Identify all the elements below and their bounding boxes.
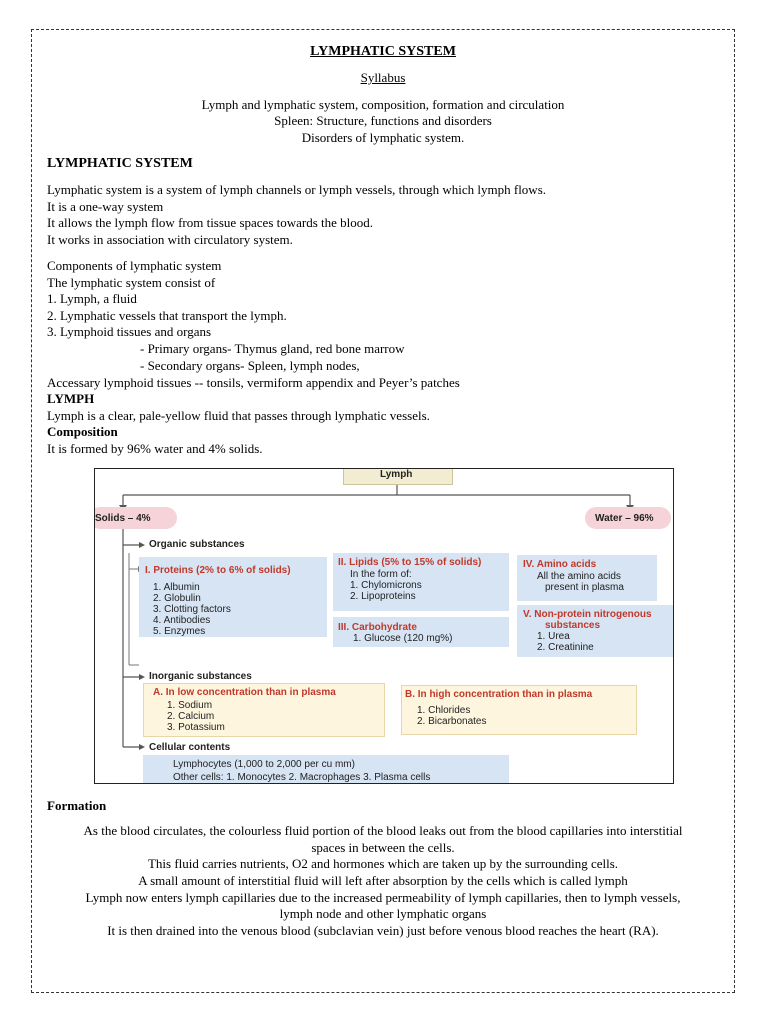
- formation-line: A small amount of interstitial fluid will left after absorption by the cells which is called lymph: [138, 873, 628, 888]
- high-concentration-title: B. In high concentration than in plasma: [405, 689, 593, 700]
- lipid-item: In the form of:: [350, 569, 412, 580]
- formation-line: As the blood circulates, the colourless fluid portion of the blood leaks out from the blood capillaries into interstitial: [83, 823, 683, 838]
- inorganic-label: Inorganic substances: [149, 671, 252, 682]
- protein-item: 4. Antibodies: [153, 615, 211, 626]
- page-title: LYMPHATIC SYSTEM: [310, 44, 456, 59]
- amino-acids-title: IV. Amino acids: [523, 559, 597, 570]
- body-line: Lymphatic system is a system of lymph channels or lymph vessels, through which lymph flows.: [47, 182, 547, 197]
- lymph-composition-diagram: [94, 468, 674, 784]
- composition-heading: Composition: [47, 424, 118, 439]
- lymph-root-label: Lymph: [380, 469, 413, 480]
- low-conc-item: 1. Sodium: [167, 700, 213, 711]
- high-conc-item: 1. Chlorides: [417, 705, 471, 716]
- lipids-title: II. Lipids (5% to 15% of solids): [338, 557, 482, 568]
- lipid-item: 2. Lipoproteins: [350, 591, 416, 602]
- organic-label: Organic substances: [149, 539, 245, 550]
- formation-heading: Formation: [47, 798, 107, 813]
- list-item: 3. Lymphoid tissues and organs: [47, 324, 212, 339]
- formation-line: lymph node and other lymphatic organs: [279, 906, 487, 921]
- section-heading: LYMPHATIC SYSTEM: [47, 156, 193, 171]
- amino-item: All the amino acids: [537, 571, 621, 582]
- list-item: 1. Lymph, a fluid: [47, 291, 137, 306]
- sub-list-item: - Primary organs- Thymus gland, red bone marrow: [140, 341, 405, 356]
- components-heading: Components of lymphatic system: [47, 258, 222, 273]
- body-line: Accessary lymphoid tissues -- tonsils, vermiform appendix and Peyer’s patches: [47, 375, 460, 390]
- syllabus-label: Syllabus: [360, 70, 406, 85]
- protein-item: 3. Clotting factors: [153, 604, 231, 615]
- body-line: It works in association with circulatory system.: [47, 232, 293, 247]
- carbohydrate-item: 1. Glucose (120 mg%): [353, 633, 453, 644]
- formation-line: Lymph now enters lymph capillaries due to the increased permeability of lymph capillaries, then to lymph vessels,: [85, 890, 681, 905]
- protein-item: 2. Globulin: [153, 593, 201, 604]
- body-line: It is formed by 96% water and 4% solids.: [47, 441, 263, 456]
- syllabus-line: Spleen: Structure, functions and disorders: [274, 113, 492, 128]
- npn-title: V. Non-protein nitrogenous: [523, 609, 652, 620]
- high-conc-item: 2. Bicarbonates: [417, 716, 487, 727]
- cells-line: Lymphocytes (1,000 to 2,000 per cu mm): [173, 759, 355, 770]
- protein-item: 5. Enzymes: [153, 626, 206, 637]
- body-line: The lymphatic system consist of: [47, 275, 216, 290]
- water-label: Water – 96%: [595, 513, 654, 524]
- cellular-label: Cellular contents: [149, 742, 231, 753]
- formation-line: spaces in between the cells.: [311, 840, 455, 855]
- lipid-item: 1. Chylomicrons: [350, 580, 422, 591]
- npn-item: 2. Creatinine: [537, 642, 594, 653]
- lymph-heading: LYMPH: [47, 391, 95, 406]
- cells-line: Other cells: 1. Monocytes 2. Macrophages 3. Plasma cells: [173, 772, 431, 783]
- amino-item: present in plasma: [545, 582, 624, 593]
- body-line: Lymph is a clear, pale-yellow fluid that passes through lymphatic vessels.: [47, 408, 430, 423]
- low-concentration-title: A. In low concentration than in plasma: [153, 687, 336, 698]
- low-conc-item: 2. Calcium: [167, 711, 215, 722]
- npn-title: substances: [545, 620, 601, 631]
- sub-list-item: - Secondary organs- Spleen, lymph nodes,: [140, 358, 360, 373]
- proteins-title: I. Proteins (2% to 6% of solids): [145, 565, 291, 576]
- formation-line: It is then drained into the venous blood (subclavian vein) just before venous blood reaches the heart (RA).: [107, 923, 659, 938]
- npn-item: 1. Urea: [537, 631, 570, 642]
- solids-label: Solids – 4%: [95, 513, 151, 524]
- body-line: It allows the lymph flow from tissue spaces towards the blood.: [47, 215, 374, 230]
- low-conc-item: 3. Potassium: [167, 722, 225, 733]
- carbohydrate-title: III. Carbohydrate: [338, 622, 417, 633]
- syllabus-line: Disorders of lymphatic system.: [301, 130, 465, 145]
- syllabus-line: Lymph and lymphatic system, composition, formation and circulation: [201, 97, 565, 112]
- protein-item: 1. Albumin: [153, 582, 200, 593]
- list-item: 2. Lymphatic vessels that transport the lymph.: [47, 308, 287, 323]
- formation-line: This fluid carries nutrients, O2 and hormones which are taken up by the surrounding cells.: [147, 856, 619, 871]
- body-line: It is a one-way system: [47, 199, 164, 214]
